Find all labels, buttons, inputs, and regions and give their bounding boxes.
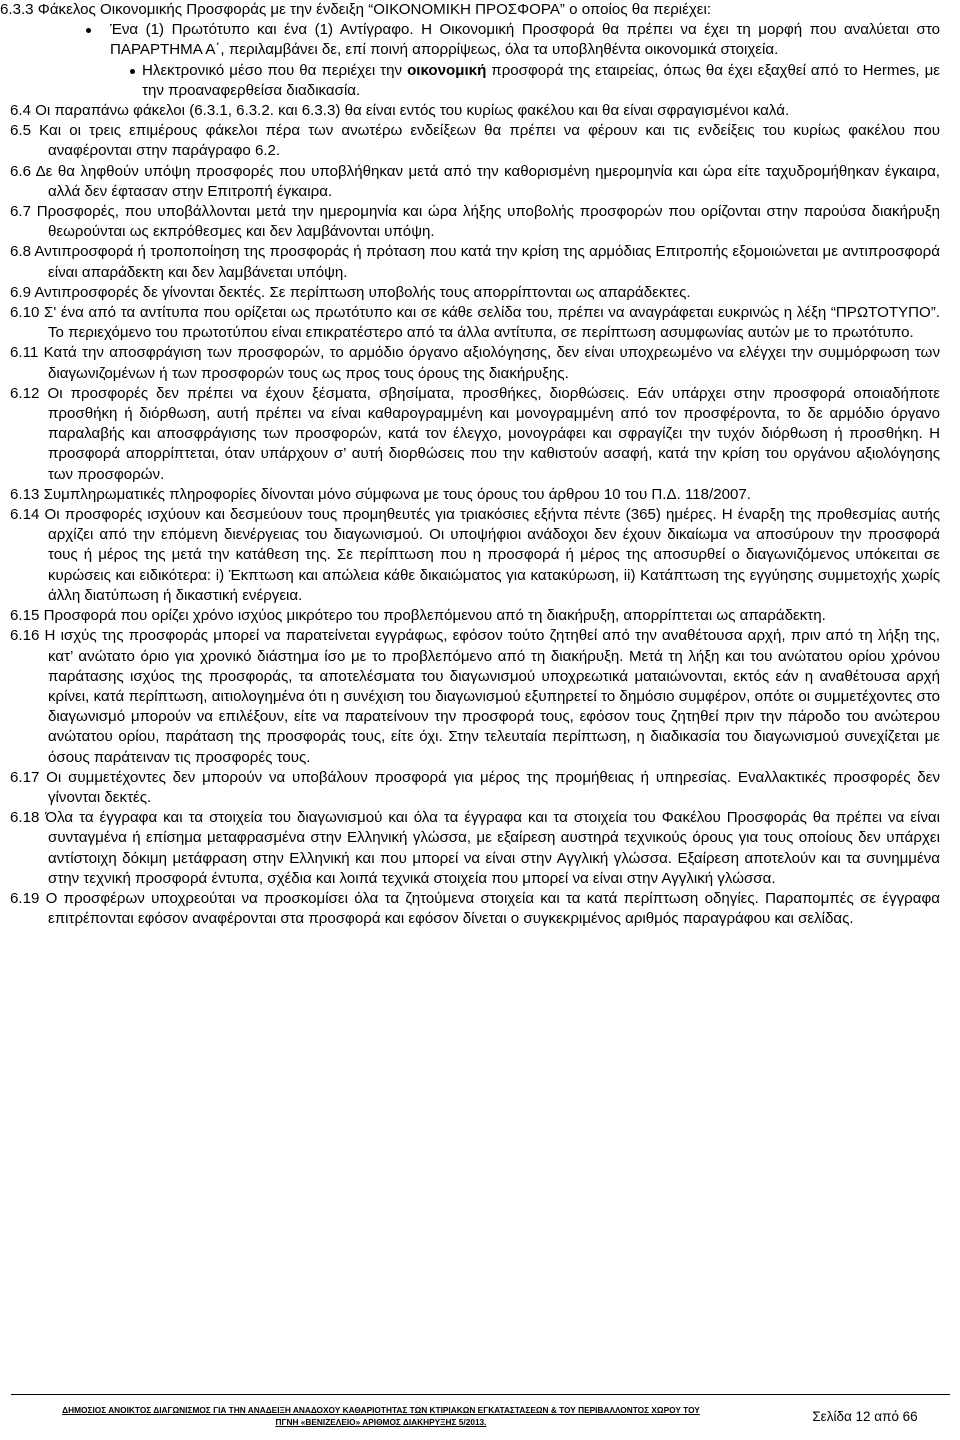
section-number: 6.4 xyxy=(10,102,31,120)
section-6-13 xyxy=(0,485,960,505)
bullet-text: Ένα (1) Πρωτότυπο και ένα (1) Αντίγραφο. Η Οικονομική Προσφορά θα πρέπει να έχει τη μορφή που αναλύεται στο ΠΑΡΑΡΤΗΜΑ Α΄, περιλαμβάνει δε, επί ποινή απορρίψεως, όλα τα υποβληθέντα οικονομικά στοιχεία. xyxy=(110,21,940,59)
section-number: 6.6 xyxy=(10,162,31,180)
section-text: Όλα τα έγγραφα και τα στοιχεία του διαγωνισμού και όλα τα έγγραφα και τα στοιχεία του Φακέλου Προσφοράς θα πρέπει να είναι συνταγμένα ή επίσημα μεταφρασμένα στην Ελληνική γλώσσα, με εξαίρεση αυστηρά τεχνικούς όρους για τους οποίους δεν υπάρχει αντίστοιχη δόκιμη μετάφραση στην Ελληνική και που μπορεί να είναι στην Αγγλική γλώσσα. Εξαίρεση αποτελούν και τα συνημμένα στην τεχνική προσφορά έντυπα, σχέδια και λοιπά τεχνικά στοιχεία που μπορεί να είναι στην Αγγλική γλώσσα. xyxy=(39,809,940,887)
section-text: Και οι τρεις επιμέρους φάκελοι πέρα των ανωτέρω ενδείξεων θα πρέπει να φέρουν και τις ενδείξεις του κυρίως φακέλου που αναφέρονται στην παράγραφο 6.2. xyxy=(30,122,940,160)
bullet-icon xyxy=(86,28,91,33)
bullet-text-bold: οικονομική xyxy=(407,61,487,79)
section-text: Κατά την αποσφράγιση των προσφορών, το αρμόδιο όργανο αξιολόγησης, δεν είναι υποχρεωμένο να ελέγχει την συμμόρφωση των διαγωνιζομένων ή των προσφορών τους ως προς τους όρους της διακήρυξης. xyxy=(38,344,940,382)
bullet-item-electronic-media xyxy=(0,61,960,101)
section-number: 6.9 xyxy=(10,283,31,301)
section-number: 6.8 xyxy=(10,243,31,261)
section-6-17 xyxy=(0,768,960,808)
section-text: Οι προσφορές δεν πρέπει να έχουν ξέσματα, σβησίματα, προσθήκες, διορθώσεις. Εάν υπάρχει στην προσφορά οποιαδήποτε προσθήκη ή διόρθωση, αυτή πρέπει να είναι καθαρογραμμένη και μονογραμμένη από τον προσφέροντα, το δε αρμόδιο όργανο παραλαβής και αποσφράγισης των προσφορών, κατά τον έλεγχο, μονογράφει και σφραγίζει την τυχόν διόρθωση ή προσθήκη. Η προσφορά απορρίπτεται, όταν υπάρχουν σ’ αυτή διορθώσεις που την καθιστούν ασαφή, κατά την κρίση του οργάνου αξιολόγησης των προσφορών. xyxy=(39,384,940,483)
section-number: 6.15 xyxy=(10,607,40,625)
section-text: Η ισχύς της προσφοράς μπορεί να παρατείνεται εγγράφως, εφόσον τούτο ζητηθεί από την αναθέτουσα αρχή, πριν από τη λήξη της, κατ’ ανώτατο όριο για χρονικό διάστημα ίσο με το προβλεπόμενο από τη διακήρυξη. Μετά τη λήξη και του ανώτατου ορίου χρόνου παράτασης ισχύος της προσφοράς, τα αποτελέσματα του διαγωνισμού υποχρεωτικά ματαιώνονται, εκτός εάν η αναθέτουσα αρχή κρίνει, κατά περίπτωση, αιτιολογημένα ότι η συνέχιση του διαγωνισμού εξυπηρετεί το δημόσιο συμφέρον, οπότε οι συμμετέχοντες στο διαγωνισμό μπορούν να επιλέξουν, είτε να παρατείνουν την προσφορά τους, εφόσον τους ζητηθεί πριν την πάροδο του ανώτερου ανώτατου ορίου, παράταση της προσφοράς τους, είτε όχι. Στην τελευταία περίπτωση, η διαδικασία του διαγωνισμού συνεχίζεται με όσους παράτειναν τις προσφορές τους. xyxy=(39,627,940,766)
section-text: Ο προσφέρων υποχρεούται να προσκομίσει όλα τα ζητούμενα στοιχεία και τα κατά περίπτωση οδηγίες. Παραπομπές σε έγγραφα επιτρέπονται εφόσον αναφέρονται στα προσφορά και εφόσον δίνεται ο συγκεκριμένος αριθμός παραγράφου και σελίδας. xyxy=(39,889,940,928)
section-number: 6.16 xyxy=(10,627,40,645)
section-number: 6.11 xyxy=(10,344,39,362)
section-number: 6.17 xyxy=(10,768,40,786)
bullet-icon xyxy=(130,69,135,74)
footer-tender-line2: ΠΓΝΗ «ΒΕΝΙΖΕΛΕΙΟ» ΑΡΙΘΜΟΣ ΔΙΑΚΗΡΥΞΗΣ 5/2013. xyxy=(275,1417,487,1427)
section-text: Οι προσφορές ισχύουν και δεσμεύουν τους προμηθευτές για τριακόσιες εξήντα πέντε (365) ημέρες. Η έναρξη της προθεσμίας αυτής αρχίζει από την επόμενη διενέργειας του διαγωνισμού. Οι υποψήφιοι ανάδοχοι δεν έχουν δικαίωμα να αποσύρουν την προσφορά τους ή μέρος της μετά την κατάθεση της. Σε περίπτωση που η προσφορά ή μέρος της αποσυρθεί ο διαγωνιζόμενος υπόκειται σε κυρώσεις και ειδικότερα: i) Έκπτωση και απώλεια κάθε δικαιώματος για κατακύρωση, ii) Κατάπτωση της εγγύησης συμμετοχής χωρίς άλλη διατύπωση ή δικαστική ενέργεια. xyxy=(39,506,940,604)
bullet-item-original-copy xyxy=(0,20,960,60)
section-6-19 xyxy=(0,889,960,929)
section-number: 6.5 xyxy=(10,122,31,140)
footer-tender-line1: ΔΗΜΟΣΙΟΣ ΑΝΟΙΚΤΟΣ ΔΙΑΓΩΝΙΣΜΟΣ ΓΙΑ ΤΗΝ ΑΝΑΔΕΙΞΗ ΑΝΑΔΟΧΟΥ ΚΑΘΑΡΙΟΤΗΤΑΣ ΤΩΝ ΚΤΙΡΙΑΚΩΝ ΕΓΚΑΤΑΣΤΑΣΕΩΝ & ΤΟΥ ΠΕΡΙΒΑΛΛΟΝΤΟΣ ΧΩΡΟΥ ΤΟΥ xyxy=(62,1405,700,1415)
section-text: Προσφορά που ορίζει χρόνο ισχύος μικρότερο του προβλεπόμενου από τη διακήρυξη, απορρίπτεται ως απαράδεκτη. xyxy=(39,607,826,625)
bullet-text-pre: Ηλεκτρονικό μέσο που θα περιέχει την xyxy=(142,61,408,79)
section-text: Συμπληρωματικές πληροφορίες δίνονται μόνο σύμφωνα με τους όρους του άρθρου 10 του Π.Δ. 118/2007. xyxy=(39,485,751,503)
section-text: Προσφορές, που υποβάλλονται μετά την ημερομηνία και ώρα λήξης υποβολής προσφορών που ορίζονται στην παρούσα διακήρυξη θεωρούνται ως εκπρόθεσμες και δεν λαμβάνονται υπόψη. xyxy=(30,203,940,241)
section-text: Φάκελος Οικονομικής Προσφοράς με την ένδειξη “ΟΙΚΟΝΟΜΙΚΗ ΠΡΟΣΦΟΡΑ” ο οποίος θα περιέχει: xyxy=(33,1,712,18)
section-6-5 xyxy=(0,121,960,161)
section-number: 6.12 xyxy=(10,384,40,402)
section-6-16 xyxy=(0,626,960,767)
section-text: Οι συμμετέχοντες δεν μπορούν να υποβάλουν προσφορά για μέρος της προμήθειας ή υπηρεσίας. Εναλλακτικές προσφορές δεν γίνονται δεκτές. xyxy=(39,768,940,806)
section-number: 6.14 xyxy=(10,506,40,524)
section-6-15 xyxy=(0,606,960,626)
section-6-9 xyxy=(0,283,960,303)
section-6-10 xyxy=(0,303,960,343)
section-6-11 xyxy=(0,343,960,383)
section-text: Δε θα ληφθούν υπόψη προσφορές που υποβλήθηκαν μετά από την καθορισμένη ημερομηνία και ώρα είτε ταχυδρομήθηκαν έγκαιρα, αλλά δεν έφτασαν στην Επιτροπή έγκαιρα. xyxy=(30,162,940,200)
bullet-text-post: προσφορά της εταιρείας, όπως θα έχει εξαχθεί από το Hermes, με την προαναφερθείσα διαδικασία. xyxy=(142,61,941,99)
section-text: Σ' ένα από τα αντίτυπα που ορίζεται ως πρωτότυπο και σε κάθε σελίδα του, πρέπει να αναγράφεται ευκρινώς η λέξη “ΠΡΩΤΟΤΥΠΟ”. Το περιεχόμενο του πρωτοτύπου είναι επικρατέστερο από τα άλλα αντίτυπα, σε περίπτωση ασυμφωνίας αυτών με το πρωτότυπο. xyxy=(39,304,940,342)
page-number: Σελίδα 12 από 66 xyxy=(812,1409,918,1424)
section-number: 6.18 xyxy=(10,809,40,827)
section-number: 6.3.3 xyxy=(0,1,34,18)
section-6-6 xyxy=(0,162,960,202)
section-6-4 xyxy=(0,101,960,121)
footer-divider xyxy=(11,1394,950,1395)
section-6-3-3 xyxy=(0,0,960,20)
section-number: 6.19 xyxy=(10,889,40,907)
section-number: 6.10 xyxy=(10,304,40,322)
section-number: 6.7 xyxy=(10,203,31,221)
section-6-8 xyxy=(0,242,960,282)
section-text: Οι παραπάνω φάκελοι (6.3.1, 6.3.2. και 6.3.3) θα είναι εντός του κυρίως φακέλου και θα είναι σφραγισμένοι καλά. xyxy=(30,102,790,120)
footer-tender-title xyxy=(6,1404,756,1428)
section-6-7 xyxy=(0,202,960,242)
section-text: Αντιπροσφορές δε γίνονται δεκτές. Σε περίπτωση υποβολής τους απορρίπτονται ως απαράδεκτες. xyxy=(30,283,691,301)
section-6-18 xyxy=(0,808,960,889)
section-text: Αντιπροσφορά ή τροποποίηση της προσφοράς ή πρόταση που κατά την κρίση της αρμόδιας Επιτροπής εξομοιώνεται με αντιπροσφορά είναι απαράδεκτη και δεν λαμβάνεται υπόψη. xyxy=(30,243,940,281)
section-6-12 xyxy=(0,384,960,485)
section-6-14 xyxy=(0,505,960,606)
section-number: 6.13 xyxy=(10,485,40,503)
